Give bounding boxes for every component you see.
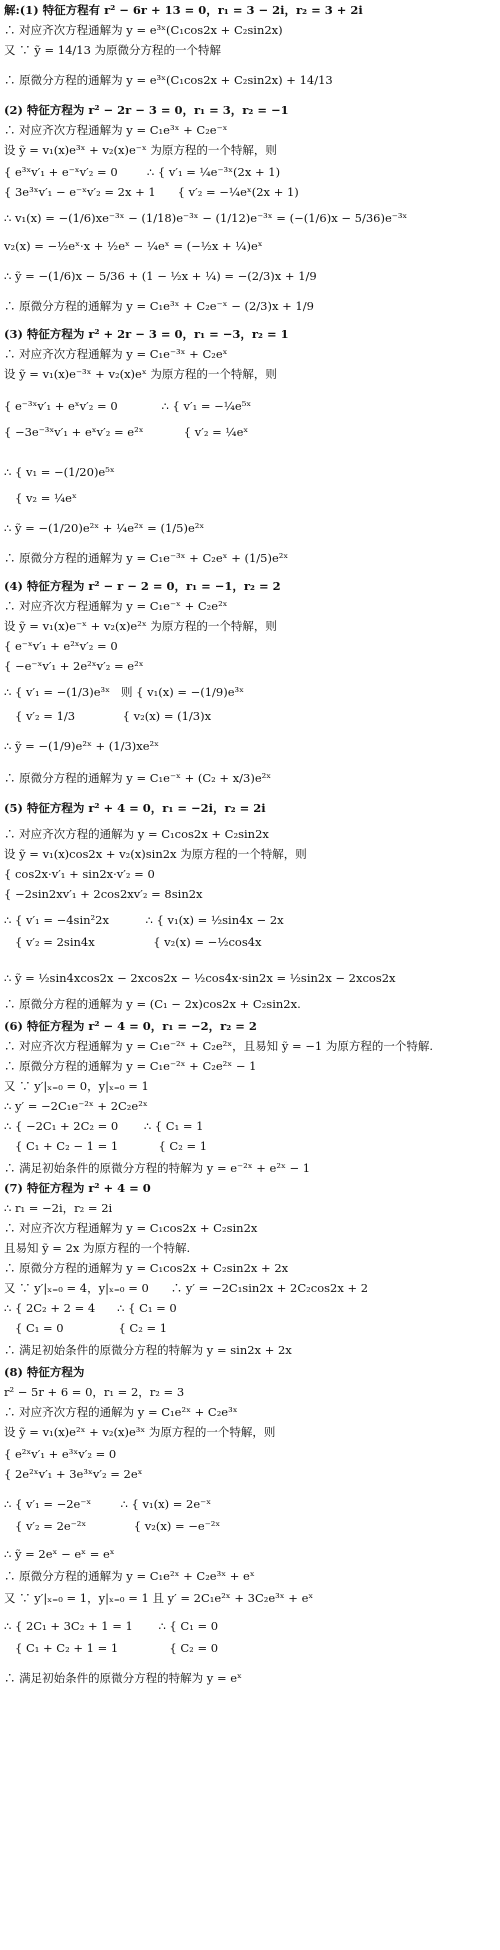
solution-line: ∴ ỹ = −(1/6)x − 5/36 + (1 − ½x + ¼) = −(2/3)x + 1/9 bbox=[4, 269, 317, 283]
solution-line: { 2e²ˣv′₁ + 3e³ˣv′₂ = 2eˣ bbox=[4, 1467, 143, 1481]
solution-line: { −e⁻ˣv′₁ + 2e²ˣv′₂ = e²ˣ bbox=[4, 659, 144, 673]
solution-line: 解:(1) 特征方程有 r² − 6r + 13 = 0，r₁ = 3 − 2i，r₂ = 3 + 2i bbox=[4, 3, 363, 17]
solution-line: ∴ { v′₁ = −2e⁻ˣ ∴ { v₁(x) = 2e⁻ˣ bbox=[4, 1497, 212, 1511]
solution-line: ∴ 满足初始条件的原微分方程的特解为 y = sin2x + 2x bbox=[4, 1343, 292, 1357]
solution-line: (3) 特征方程为 r² + 2r − 3 = 0，r₁ = −3，r₂ = 1 bbox=[4, 327, 289, 341]
solution-line: 且易知 ỹ = 2x 为原方程的一个特解. bbox=[4, 1241, 191, 1255]
solution-line: ∴ 对应齐次方程的通解为 y = C₁cos2x + C₂sin2x bbox=[4, 827, 269, 841]
solution-line: { −2sin2xv′₁ + 2cos2xv′₂ = 8sin2x bbox=[4, 887, 203, 901]
solution-line: ∴ { v₁ = −(1/20)e⁵ˣ bbox=[4, 465, 115, 479]
solution-line: ∴ 对应齐次方程通解为 y = C₁cos2x + C₂sin2x bbox=[4, 1221, 258, 1235]
solution-line: 设 ỹ = v₁(x)e²ˣ + v₂(x)e³ˣ 为原方程的一个特解，则 bbox=[4, 1425, 276, 1439]
solution-line: ∴ 原微分方程的通解为 y = C₁cos2x + C₂sin2x + 2x bbox=[4, 1261, 289, 1275]
solution-line: (6) 特征方程为 r² − 4 = 0，r₁ = −2，r₂ = 2 bbox=[4, 1019, 257, 1033]
solution-line: { v′₂ = 2e⁻²ˣ { v₂(x) = −e⁻²ˣ bbox=[4, 1519, 221, 1533]
solution-line: (2) 特征方程为 r² − 2r − 3 = 0，r₁ = 3，r₂ = −1 bbox=[4, 103, 289, 117]
solution-line: { C₁ + C₂ − 1 = 1 { C₂ = 1 bbox=[4, 1139, 208, 1153]
solution-line: r² − 5r + 6 = 0，r₁ = 2，r₂ = 3 bbox=[4, 1385, 185, 1399]
solution-line: ∴ 对应齐次方程通解为 y = C₁e⁻³ˣ + C₂eˣ bbox=[4, 347, 228, 361]
solution-line: ∴ y′ = −2C₁e⁻²ˣ + 2C₂e²ˣ bbox=[4, 1099, 148, 1113]
solution-line: ∴ 对应齐次方程通解为 y = C₁e⁻²ˣ + C₂e²ˣ，且易知 ỹ = −1 为原方程的一个特解. bbox=[4, 1039, 434, 1053]
solution-line: ∴ 原微分方程的通解为 y = e³ˣ(C₁cos2x + C₂sin2x) + 14/13 bbox=[4, 73, 333, 87]
solution-line: { −3e⁻³ˣv′₁ + eˣv′₂ = e²ˣ { v′₂ = ¼eˣ bbox=[4, 425, 249, 439]
solution-line: (8) 特征方程为 bbox=[4, 1365, 85, 1379]
solution-line: ∴ { 2C₁ + 3C₂ + 1 = 1 ∴ { C₁ = 0 bbox=[4, 1619, 219, 1633]
solution-line: 又 ∵ y′|ₓ₌₀ = 1，y|ₓ₌₀ = 1 且 y′ = 2C₁e²ˣ + 3C₂e³ˣ + eˣ bbox=[4, 1591, 314, 1605]
solution-line: ∴ 对应齐次方程通解为 y = C₁e³ˣ + C₂e⁻ˣ bbox=[4, 123, 228, 137]
solution-line: { e⁻ˣv′₁ + e²ˣv′₂ = 0 bbox=[4, 639, 118, 653]
solution-line: { e³ˣv′₁ + e⁻ˣv′₂ = 0 ∴ { v′₁ = ¼e⁻³ˣ(2x + 1) bbox=[4, 165, 281, 179]
solution-line: ∴ 原微分方程的通解为 y = C₁e⁻³ˣ + C₂eˣ + (1/5)e²ˣ bbox=[4, 551, 289, 565]
solution-line: ∴ { 2C₂ + 2 = 4 ∴ { C₁ = 0 bbox=[4, 1301, 177, 1315]
solution-line: ∴ 满足初始条件的原微分方程的特解为 y = e⁻²ˣ + e²ˣ − 1 bbox=[4, 1161, 311, 1175]
solution-line: 设 ỹ = v₁(x)e⁻ˣ + v₂(x)e²ˣ 为原方程的一个特解，则 bbox=[4, 619, 277, 633]
solution-line: ∴ { v′₁ = −4sin²2x ∴ { v₁(x) = ½sin4x − 2x bbox=[4, 913, 284, 927]
solution-line: ∴ v₁(x) = −(1/6)xe⁻³ˣ − (1/18)e⁻³ˣ − (1/12)e⁻³ˣ = (−(1/6)x − 5/36)e⁻³ˣ bbox=[4, 211, 408, 225]
solution-line: { 3e³ˣv′₁ − e⁻ˣv′₂ = 2x + 1 { v′₂ = −¼eˣ(2x + 1) bbox=[4, 185, 299, 199]
solution-line: ∴ ỹ = ½sin4xcos2x − 2xcos2x − ½cos4x·sin2x = ½sin2x − 2xcos2x bbox=[4, 971, 396, 985]
solution-line: ∴ 原微分方程的通解为 y = C₁e⁻²ˣ + C₂e²ˣ − 1 bbox=[4, 1059, 257, 1073]
solution-line: (4) 特征方程为 r² − r − 2 = 0，r₁ = −1，r₂ = 2 bbox=[4, 579, 281, 593]
solution-line: ∴ 原微分方程的通解为 y = (C₁ − 2x)cos2x + C₂sin2x. bbox=[4, 997, 301, 1011]
solution-line: 设 ỹ = v₁(x)e³ˣ + v₂(x)e⁻ˣ 为原方程的一个特解，则 bbox=[4, 143, 277, 157]
solution-line: { e⁻³ˣv′₁ + eˣv′₂ = 0 ∴ { v′₁ = −¼e⁵ˣ bbox=[4, 399, 252, 413]
solution-line: 设 ỹ = v₁(x)e⁻³ˣ + v₂(x)eˣ 为原方程的一个特解，则 bbox=[4, 367, 277, 381]
solution-line: { cos2x·v′₁ + sin2x·v′₂ = 0 bbox=[4, 867, 155, 881]
solution-line: ∴ ỹ = 2eˣ − eˣ = eˣ bbox=[4, 1547, 115, 1561]
solution-line: ∴ 原微分方程的通解为 y = C₁e³ˣ + C₂e⁻ˣ − (2/3)x + 1/9 bbox=[4, 299, 314, 313]
solution-line: 又 ∵ ỹ = 14/13 为原微分方程的一个特解 bbox=[4, 43, 222, 57]
solution-line: ∴ r₁ = −2i，r₂ = 2i bbox=[4, 1201, 113, 1215]
solution-line: { C₁ = 0 { C₂ = 1 bbox=[4, 1321, 168, 1335]
solution-line: 又 ∵ y′|ₓ₌₀ = 0，y|ₓ₌₀ = 1 bbox=[4, 1079, 149, 1093]
solution-line: { v₂ = ¼eˣ bbox=[4, 491, 77, 505]
solution-line: 设 ỹ = v₁(x)cos2x + v₂(x)sin2x 为原方程的一个特解，则 bbox=[4, 847, 307, 861]
solution-line: ∴ 对应齐次方程的通解为 y = C₁e²ˣ + C₂e³ˣ bbox=[4, 1405, 238, 1419]
solution-line: ∴ 满足初始条件的原微分方程的特解为 y = eˣ bbox=[4, 1671, 242, 1685]
solution-line: ∴ 原微分方程的通解为 y = C₁e⁻ˣ + (C₂ + x/3)e²ˣ bbox=[4, 771, 272, 785]
solution-line: { e²ˣv′₁ + e³ˣv′₂ = 0 bbox=[4, 1447, 117, 1461]
solution-line: v₂(x) = −½eˣ·x + ½eˣ − ¼eˣ = (−½x + ¼)eˣ bbox=[4, 239, 263, 253]
solution-line: { v′₂ = 1/3 { v₂(x) = (1/3)x bbox=[4, 709, 212, 723]
solution-line: 又 ∵ y′|ₓ₌₀ = 4，y|ₓ₌₀ = 0 ∴ y′ = −2C₁sin2x + 2C₂cos2x + 2 bbox=[4, 1281, 369, 1295]
solution-line: (7) 特征方程为 r² + 4 = 0 bbox=[4, 1181, 151, 1195]
solution-line: ∴ 原微分方程的通解为 y = C₁e²ˣ + C₂e³ˣ + eˣ bbox=[4, 1569, 255, 1583]
solution-line: ∴ ỹ = −(1/20)e²ˣ + ¼e²ˣ = (1/5)e²ˣ bbox=[4, 521, 205, 535]
solution-line: ∴ 对应齐次方程通解为 y = C₁e⁻ˣ + C₂e²ˣ bbox=[4, 599, 228, 613]
solution-line: (5) 特征方程为 r² + 4 = 0，r₁ = −2i，r₂ = 2i bbox=[4, 801, 266, 815]
solution-line: ∴ { v′₁ = −(1/3)e³ˣ 则 { v₁(x) = −(1/9)e³ˣ bbox=[4, 685, 245, 699]
solution-line: { v′₂ = 2sin4x { v₂(x) = −½cos4x bbox=[4, 935, 262, 949]
solution-line: ∴ 对应齐次方程通解为 y = e³ˣ(C₁cos2x + C₂sin2x) bbox=[4, 23, 283, 37]
solution-line: { C₁ + C₂ + 1 = 1 { C₂ = 0 bbox=[4, 1641, 219, 1655]
solution-line: ∴ ỹ = −(1/9)e²ˣ + (1/3)xe²ˣ bbox=[4, 739, 160, 753]
solution-line: ∴ { −2C₁ + 2C₂ = 0 ∴ { C₁ = 1 bbox=[4, 1119, 204, 1133]
